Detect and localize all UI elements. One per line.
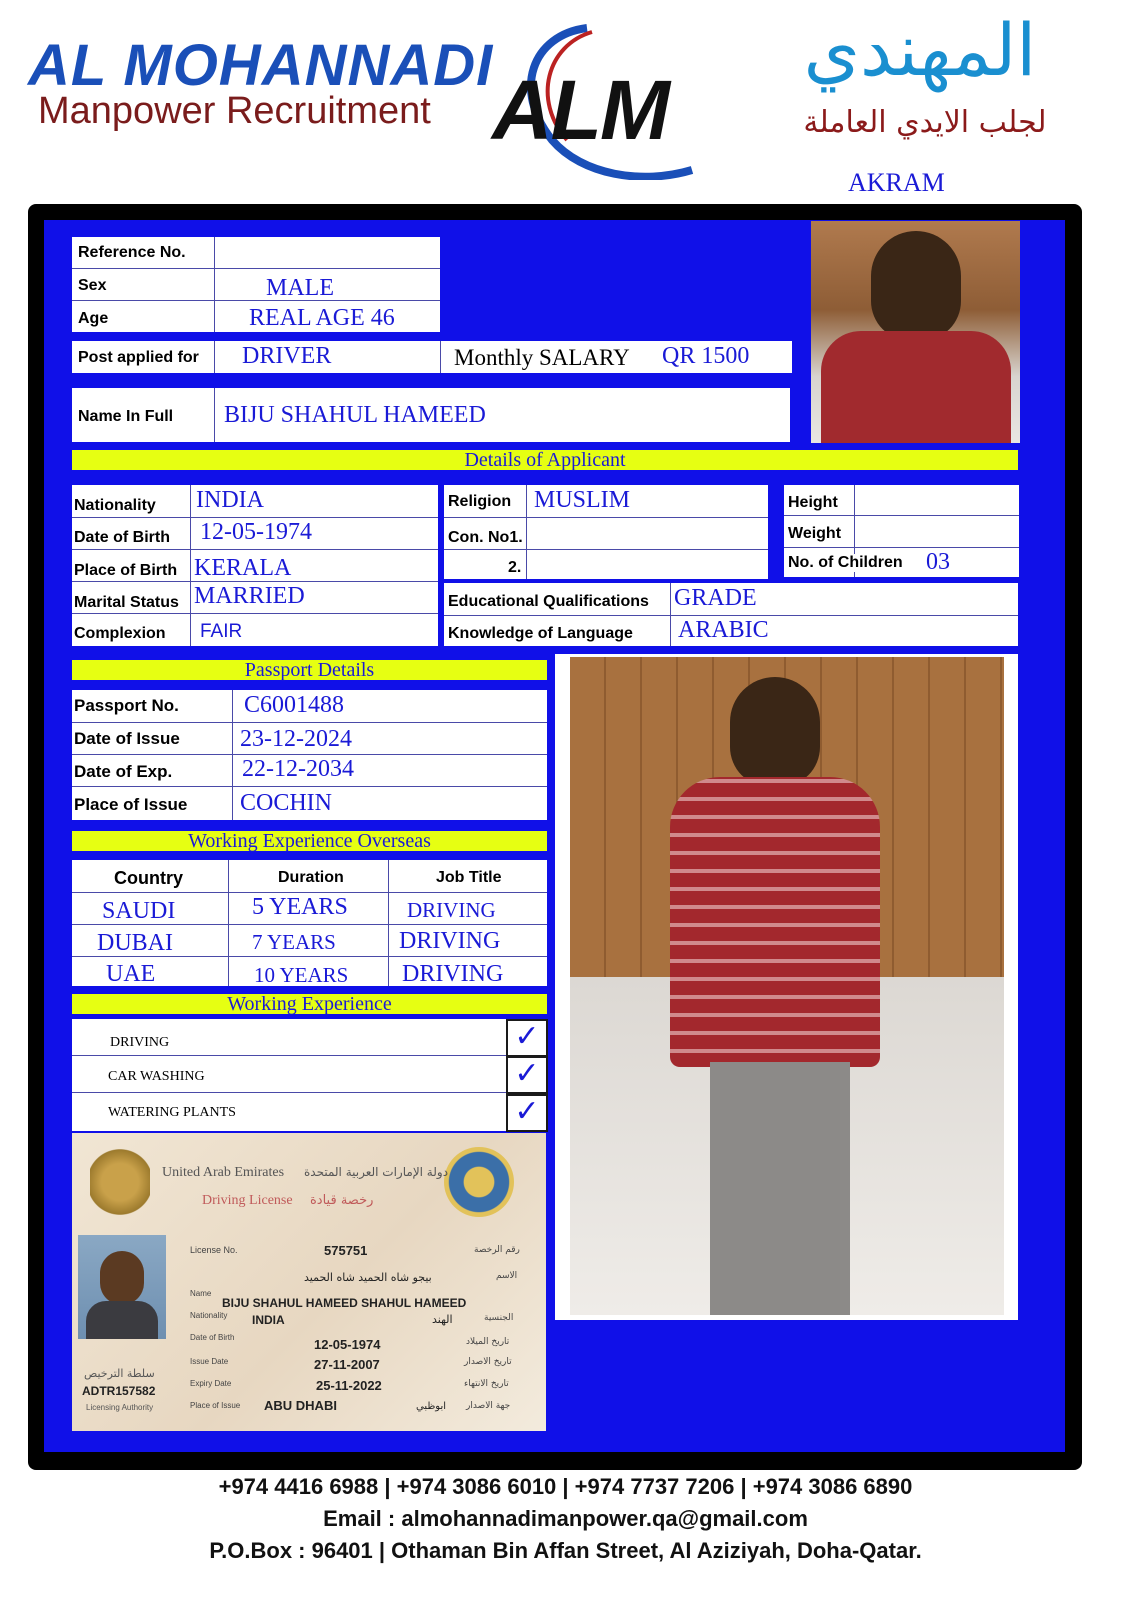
license-expiry-value: 25-11-2022	[316, 1378, 382, 1393]
overseas-header-country: Country	[114, 868, 183, 888]
overseas-country-2: DUBAI	[97, 930, 173, 956]
details-physical-table	[784, 485, 1019, 577]
overseas-duration-1: 5 YEARS	[252, 894, 348, 920]
language-label: Knowledge of Language	[448, 625, 633, 642]
overseas-title-bar: Working Experience Overseas	[72, 831, 547, 851]
license-place-value: ABU DHABI	[264, 1398, 337, 1413]
nationality-label: Nationality	[74, 497, 156, 514]
license-name-value: BIJU SHAHUL HAMEED SHAHUL HAMEED	[222, 1296, 467, 1310]
education-label: Educational Qualifications	[448, 593, 649, 610]
details-personal-table	[72, 485, 438, 646]
license-expiry-label-ar: تاريخ الانتهاء	[464, 1379, 509, 1389]
footer-email: Email : almohannadimanpower.qa@gmail.com	[323, 1506, 808, 1531]
complexion-label: Complexion	[74, 625, 166, 642]
license-name-ar: بيجو شاه الحميد شاه الحميد	[304, 1271, 432, 1284]
height-label: Height	[788, 494, 838, 511]
license-dob-label: Date of Birth	[190, 1333, 235, 1342]
license-nationality-value: INDIA	[252, 1313, 285, 1327]
driving-license-card	[72, 1133, 546, 1431]
experience-item-1: DRIVING	[110, 1035, 170, 1050]
passport-exp-label: Date of Exp.	[74, 762, 173, 781]
experience-check-3-icon[interactable]: ✓	[506, 1094, 548, 1132]
license-photo-face	[100, 1251, 144, 1305]
overseas-job-1: DRIVING	[407, 898, 496, 922]
marital-label: Marital Status	[74, 594, 179, 611]
license-title-ar: رخصة قيادة	[310, 1193, 374, 1208]
experience-item-2: CAR WASHING	[108, 1069, 205, 1084]
contact2-label: 2.	[508, 559, 522, 576]
post-value: DRIVER	[242, 343, 332, 369]
contact1-label: Con. No1.	[448, 529, 523, 546]
salary-label: Monthly SALARY	[454, 345, 630, 370]
age-value: REAL AGE 46	[249, 305, 395, 331]
salary-value: QR 1500	[662, 343, 750, 369]
passport-no-value: C6001488	[244, 692, 345, 718]
footer-address: P.O.Box : 96401 | Othaman Bin Affan Street, Al Aziziyah, Doha-Qatar.	[209, 1538, 922, 1563]
experience-checklist	[72, 1019, 547, 1131]
license-fields	[184, 1235, 540, 1425]
license-no-label: License No.	[190, 1245, 238, 1255]
license-no-label-ar: رقم الرخصة	[474, 1245, 520, 1255]
pob-value: KERALA	[194, 555, 292, 581]
sex-value: MALE	[266, 275, 334, 301]
overseas-job-3: DRIVING	[402, 961, 504, 987]
education-language-table	[444, 583, 1018, 646]
overseas-job-2: DRIVING	[399, 928, 501, 954]
overseas-country-1: SAUDI	[102, 898, 176, 924]
dob-value: 12-05-1974	[200, 519, 312, 545]
passport-place-label: Place of Issue	[74, 795, 188, 814]
full-name-row	[72, 388, 790, 442]
complexion-value: FAIR	[200, 621, 243, 642]
overseas-header-job: Job Title	[436, 869, 502, 886]
logo-text: ALM	[492, 63, 668, 157]
portrait-face	[871, 231, 961, 341]
arabic-brand-name: المهندي	[803, 8, 1037, 92]
brand-subtitle: Manpower Recruitment	[38, 90, 431, 132]
license-authority-code: ADTR157582	[82, 1384, 156, 1398]
applicant-full-photo	[570, 657, 1004, 1315]
footer-phones: +974 4416 6988 | +974 3086 6010 | +974 7737 7206 | +974 3086 6890	[218, 1474, 913, 1499]
overseas-duration-2: 7 YEARS	[252, 930, 336, 954]
experience-item-3: WATERING PLANTS	[108, 1105, 236, 1120]
overseas-header-duration: Duration	[278, 869, 344, 886]
children-value: 03	[926, 549, 950, 575]
agent-name: AKRAM	[848, 168, 945, 197]
experience-check-1-icon[interactable]: ✓	[506, 1019, 548, 1057]
license-title-en: Driving License	[202, 1193, 293, 1208]
license-nationality-ar: الهند	[432, 1313, 453, 1326]
license-authority-ar: سلطة الترخيص	[84, 1367, 155, 1380]
pob-label: Place of Birth	[74, 562, 178, 579]
photo-person-shirt	[670, 777, 880, 1067]
license-dob-value: 12-05-1974	[314, 1337, 381, 1352]
photo-person-trousers	[710, 1062, 850, 1315]
reference-label: Reference No.	[78, 244, 186, 261]
passport-issue-value: 23-12-2024	[240, 726, 352, 752]
license-expiry-label: Expiry Date	[190, 1379, 232, 1388]
post-salary-row	[72, 341, 792, 373]
reference-table	[72, 237, 440, 332]
weight-label: Weight	[788, 525, 842, 542]
license-nationality-label-ar: الجنسية	[484, 1313, 514, 1323]
alm-logo	[492, 20, 722, 180]
details-religion-table	[444, 485, 768, 579]
applicant-portrait-photo	[811, 221, 1020, 443]
religion-value: MUSLIM	[534, 487, 631, 513]
license-name-label: Name	[190, 1289, 212, 1298]
passport-place-value: COCHIN	[240, 790, 333, 816]
language-value: ARABIC	[678, 617, 769, 643]
passport-issue-label: Date of Issue	[74, 729, 180, 748]
license-place-label-ar: جهة الاصدار	[466, 1401, 511, 1411]
education-value: GRADE	[674, 585, 757, 611]
post-label: Post applied for	[78, 349, 199, 366]
license-authority-label: Licensing Authority	[86, 1403, 154, 1412]
license-place-ar: ابوظبي	[416, 1401, 447, 1412]
license-nationality-label: Nationality	[190, 1311, 228, 1320]
header	[0, 0, 1131, 200]
portrait-shirt	[821, 331, 1011, 443]
license-no-value: 575751	[324, 1243, 368, 1258]
license-photo	[78, 1235, 166, 1339]
license-country-en: United Arab Emirates	[162, 1165, 285, 1180]
passport-title-bar: Passport Details	[72, 660, 547, 680]
experience-title-bar: Working Experience	[72, 994, 547, 1014]
sex-label: Sex	[78, 277, 107, 294]
license-photo-shoulders	[86, 1301, 158, 1339]
gcc-seal-icon	[444, 1147, 514, 1217]
uae-emblem-icon	[90, 1147, 150, 1217]
license-place-label: Place of Issue	[190, 1401, 241, 1410]
marital-value: MARRIED	[194, 583, 305, 609]
license-issue-label: Issue Date	[190, 1357, 229, 1366]
passport-no-label: Passport No.	[74, 696, 179, 715]
overseas-table	[72, 860, 547, 986]
overseas-duration-3: 10 YEARS	[254, 963, 349, 987]
overseas-country-3: UAE	[106, 961, 156, 987]
license-country-ar: دولة الإمارات العربية المتحدة	[304, 1165, 449, 1179]
nationality-value: INDIA	[196, 487, 264, 513]
arabic-brand-subtitle: لجلب الايدي العاملة	[803, 105, 1047, 140]
license-name-ar-label: الاسم	[496, 1271, 518, 1281]
age-label: Age	[78, 310, 109, 327]
license-dob-label-ar: تاريخ الميلاد	[466, 1337, 510, 1347]
name-value: BIJU SHAHUL HAMEED	[224, 402, 486, 428]
experience-check-2-icon[interactable]: ✓	[506, 1056, 548, 1094]
name-label: Name In Full	[78, 408, 174, 425]
passport-exp-value: 22-12-2034	[242, 756, 354, 782]
children-label: No. of Children	[788, 554, 907, 572]
license-issue-value: 27-11-2007	[314, 1357, 380, 1372]
brand-name: AL MOHANNADI	[28, 33, 494, 98]
dob-label: Date of Birth	[74, 529, 170, 546]
passport-table	[72, 690, 547, 820]
religion-label: Religion	[448, 493, 512, 510]
photo-person-head	[730, 677, 820, 787]
license-issue-label-ar: تاريخ الاصدار	[464, 1357, 512, 1367]
details-title-bar: Details of Applicant	[72, 450, 1018, 470]
